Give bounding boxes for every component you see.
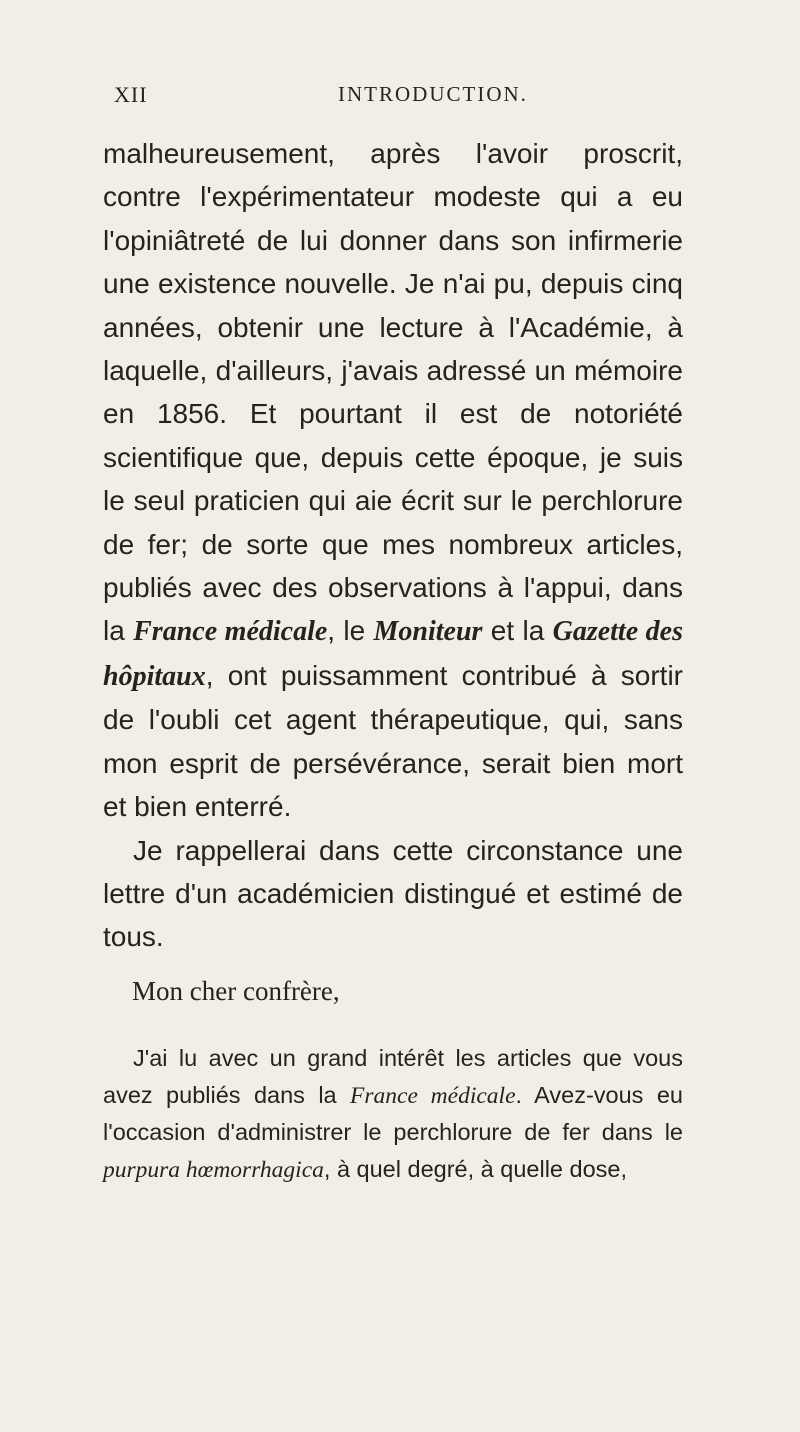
letter-text bbox=[103, 1040, 683, 1188]
paragraph-1-text-b: , le bbox=[327, 615, 374, 647]
running-title: INTRODUCTION. bbox=[338, 82, 528, 106]
journal-title-gazette: Gazette des hôpitaux bbox=[103, 616, 683, 692]
letter-text-b: . Avez-vous eu l'occasion d'administrer le perchlorure de fer dans le bbox=[103, 1081, 683, 1145]
paragraph-1-text-d: , ont puissamment contribué à sortir de l'oubli cet agent thérapeutique, qui, sans mon esprit de persévérance, serait bien mort et bien enterré. bbox=[103, 659, 683, 823]
journal-title-france-medicale: France médicale bbox=[133, 616, 328, 648]
letter-text-a: J'ai lu avec un grand intérêt les articles que vous avez publiés dans la bbox=[103, 1045, 683, 1108]
running-head bbox=[0, 82, 800, 112]
letter-paragraph bbox=[103, 1040, 683, 1188]
paragraph-1-text-c: et la bbox=[482, 615, 553, 647]
paragraph-1 bbox=[103, 132, 683, 829]
disease-name: purpura hœmorrhagica bbox=[103, 1156, 324, 1183]
letter-journal-title: France médicale bbox=[350, 1082, 516, 1109]
page-number: XII bbox=[114, 82, 148, 107]
paragraph-1-text-a: malheureusement, après l'avoir proscrit, contre l'expérimentateur modeste qui a eu l'opiniâtreté de lui donner dans son infirmerie une existence nouvelle. Je n'ai pu, depuis cinq années, obtenir une lecture à l'Académie, à laquelle, d'ailleurs, j'avais adressé un mémoire en 1856. Et pourtant il est de notoriété scientifique que, depuis cette époque, je suis le seul praticien qui aie écrit sur le perchlorure de fer; de sorte que mes nombreux articles, publiés avec des observations à l'appui, dans la bbox=[103, 138, 683, 647]
body-text bbox=[103, 132, 683, 959]
letter-salutation: Mon cher confrère, bbox=[132, 976, 340, 1006]
paragraph-2: Je rappellerai dans cette circonstance une lettre d'un académicien distingué et estimé de tous. bbox=[103, 834, 683, 953]
journal-title-moniteur: Moniteur bbox=[373, 616, 483, 648]
letter-text-c: , à quel degré, à quelle dose, bbox=[323, 1155, 628, 1182]
